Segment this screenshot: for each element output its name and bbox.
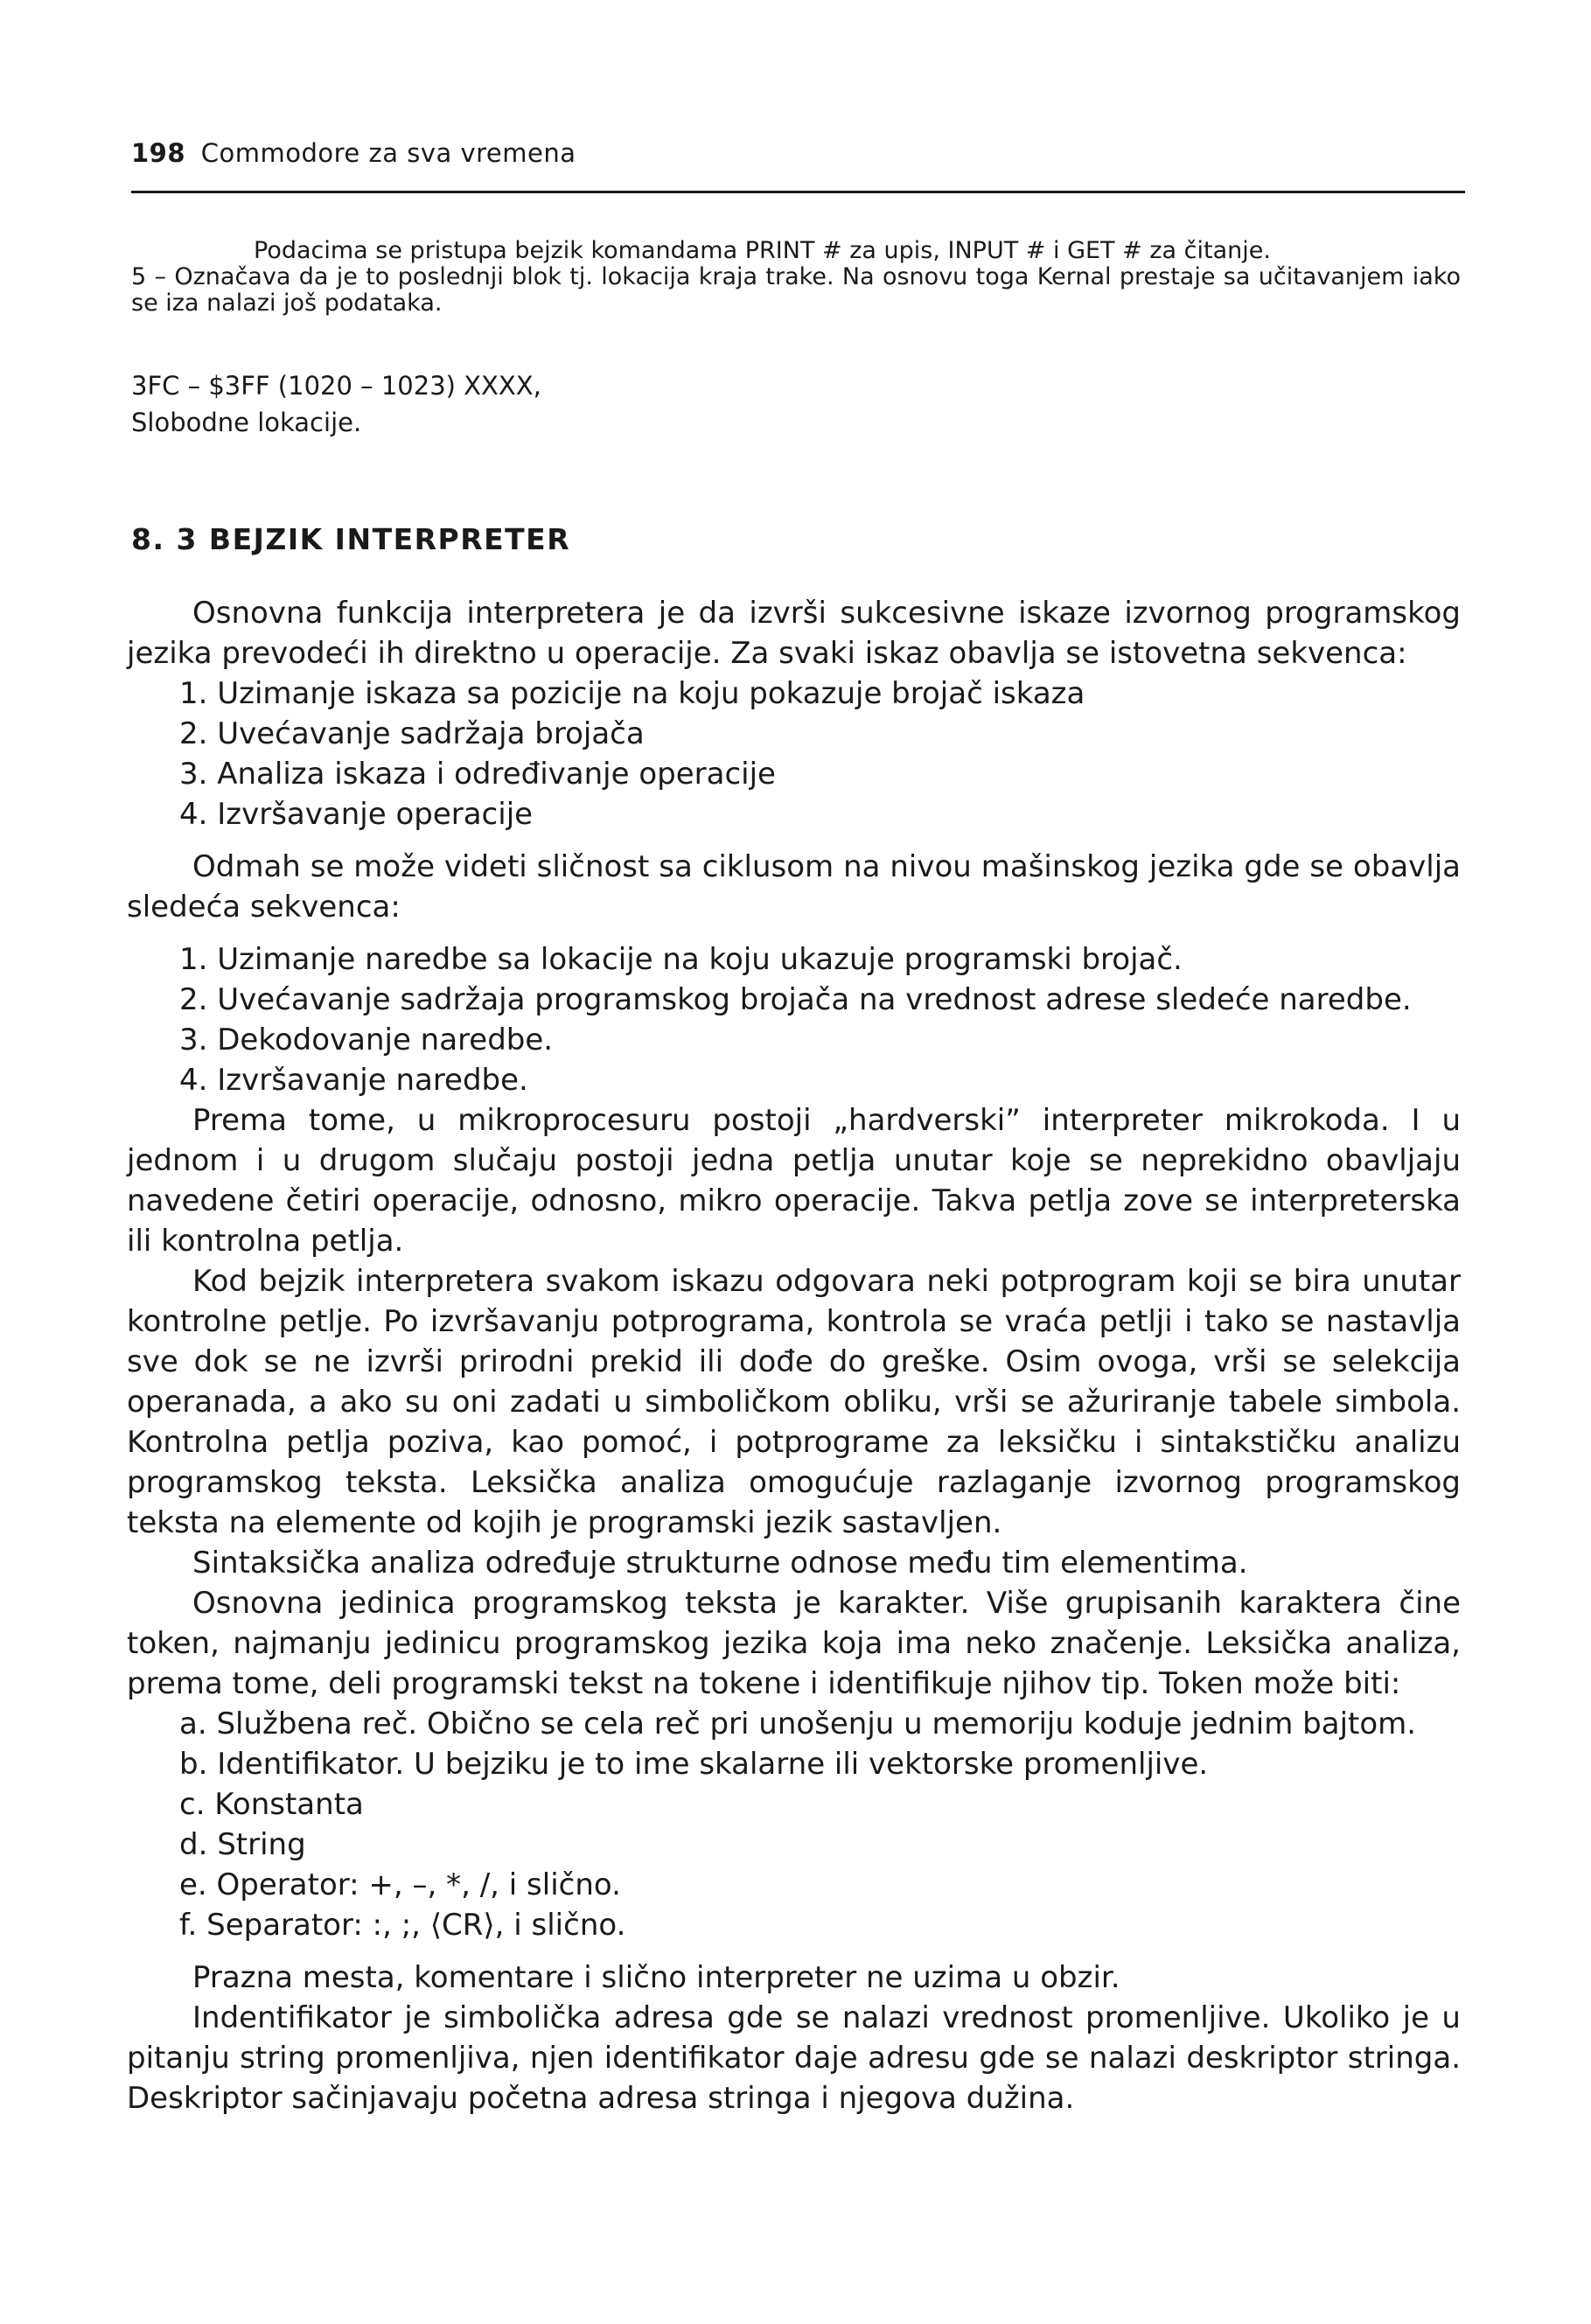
running-head: [131, 138, 576, 168]
list-item: e. Operator: +, –, *, /, i slično.: [179, 1867, 621, 1902]
list-item: 3. Dekodovanje naredbe.: [179, 1022, 554, 1057]
list-item: f. Separator: :, ;, ⟨CR⟩, i slično.: [179, 1908, 626, 1943]
page-number: 198: [131, 138, 186, 168]
memory-range: 3FC – $3FF (1020 – 1023) XXXX,: [131, 371, 541, 401]
list-item: 1. Uzimanje iskaza sa pozicije na koju pokazuje brojač iskaza: [179, 676, 1085, 711]
list-item: 4. Izvršavanje operacije: [179, 797, 534, 832]
list-item: 4. Izvršavanje naredbe.: [179, 1063, 528, 1098]
memory-description: Slobodne lokacije.: [131, 408, 362, 437]
list-item: c. Konstanta: [179, 1787, 364, 1822]
note-line: 5 – Označava da je to poslednji blok tj. lokacija kraja trake. Na osnovu toga Kernal prestaje sa učitavanjem iako se iza nalazi još podataka.: [131, 263, 1461, 317]
note-line: Podacima se pristupa bejzik komandama PRINT # za upis, INPUT # i GET # za čitanje.: [254, 237, 1271, 264]
list-item: 1. Uzimanje naredbe sa lokacije na koju ukazuje programski brojač.: [179, 942, 1183, 977]
memory-entry: [131, 367, 1465, 441]
paragraph-whitespace: Prazna mesta, komentare i slično interpreter ne uzima u obzir.: [192, 1960, 1120, 1995]
list-item: 2. Uvećavanje sadržaja programskog brojača na vrednost adrese sledeće naredbe.: [179, 982, 1412, 1017]
top-notes: [131, 238, 1461, 317]
paragraph-syntax: Sintaksička analiza određuje strukturne odnose među tim elementima.: [192, 1546, 1248, 1581]
paragraph-tokens: Osnovna jedinica programskog teksta je karakter. Više grupisanih karaktera čine token, najmanju jedinicu programskog jezika koja ima neko značenje. Leksička analiza, prema tome, deli programski tekst na tokene i identifikuje njihov tip. Token može biti:: [127, 1586, 1461, 1701]
paragraph-identifier: Indentifikator je simbolička adresa gde se nalazi vrednost promenljive. Ukoliko je u pitanju string promenljiva, njen identifikator daje adresu gde se nalazi deskriptor stringa. Deskriptor sačinjavaju početna adresa stringa i njegova dužina.: [127, 2000, 1461, 2116]
list-item: 3. Analiza iskaza i određivanje operacije: [179, 757, 776, 792]
list-item: d. String: [179, 1827, 306, 1862]
list-item: a. Službena reč. Obično se cela reč pri unošenju u memoriju koduje jednim bajtom.: [179, 1706, 1417, 1741]
book-title: Commodore za sva vremena: [200, 138, 576, 168]
paragraph-intro: Osnovna funkcija interpretera je da izvrši sukcesivne iskaze izvornog programskog jezika prevodeći ih direktno u operacije. Za svaki iskaz obavlja se istovetna sekvenca:: [127, 596, 1461, 671]
body-text: [127, 593, 1461, 2118]
section-title: 8. 3 BEJZIK INTERPRETER: [131, 522, 571, 556]
header-rule: [131, 191, 1465, 193]
paragraph-cpu-intro: Odmah se može videti sličnost sa ciklusom na nivou mašinskog jezika gde se obavlja sledeća sekvenca:: [127, 849, 1461, 925]
paragraph-basic: Kod bejzik interpretera svakom iskazu odgovara neki potprogram koji se bira unutar kontrolne petlje. Po izvršavanju potprograma, kontrola se vraća petlji i tako se nastavlja sve dok se ne izvrši prirodni prekid ili dođe do greške. Osim ovoga, vrši se selekcija operanada, a ako su oni zadati u simboličkom obliku, vrši se ažuriranje tabele simbola. Kontrolna petlja poziva, kao pomoć, i potprograme za leksičku i sintakstičku analizu programskog teksta. Leksička analiza omogućuje razlaganje izvornog programskog teksta na elemente od kojih je programski jezik sastavljen.: [127, 1264, 1461, 1540]
list-item: b. Identifikator. U bejziku je to ime skalarne ili vektorske promenljive.: [179, 1747, 1209, 1782]
paragraph-microcode: Prema tome, u mikroprocesuru postoji „hardverski” interpreter mikrokoda. I u jednom i u drugom slučaju postoji jedna petlja unutar koje se neprekidno obavljaju navedene četiri operacije, odnosno, mikro operacije. Takva petlja zove se interpreterska ili kontrolna petlja.: [127, 1103, 1461, 1259]
list-item: 2. Uvećavanje sadržaja brojača: [179, 716, 645, 751]
